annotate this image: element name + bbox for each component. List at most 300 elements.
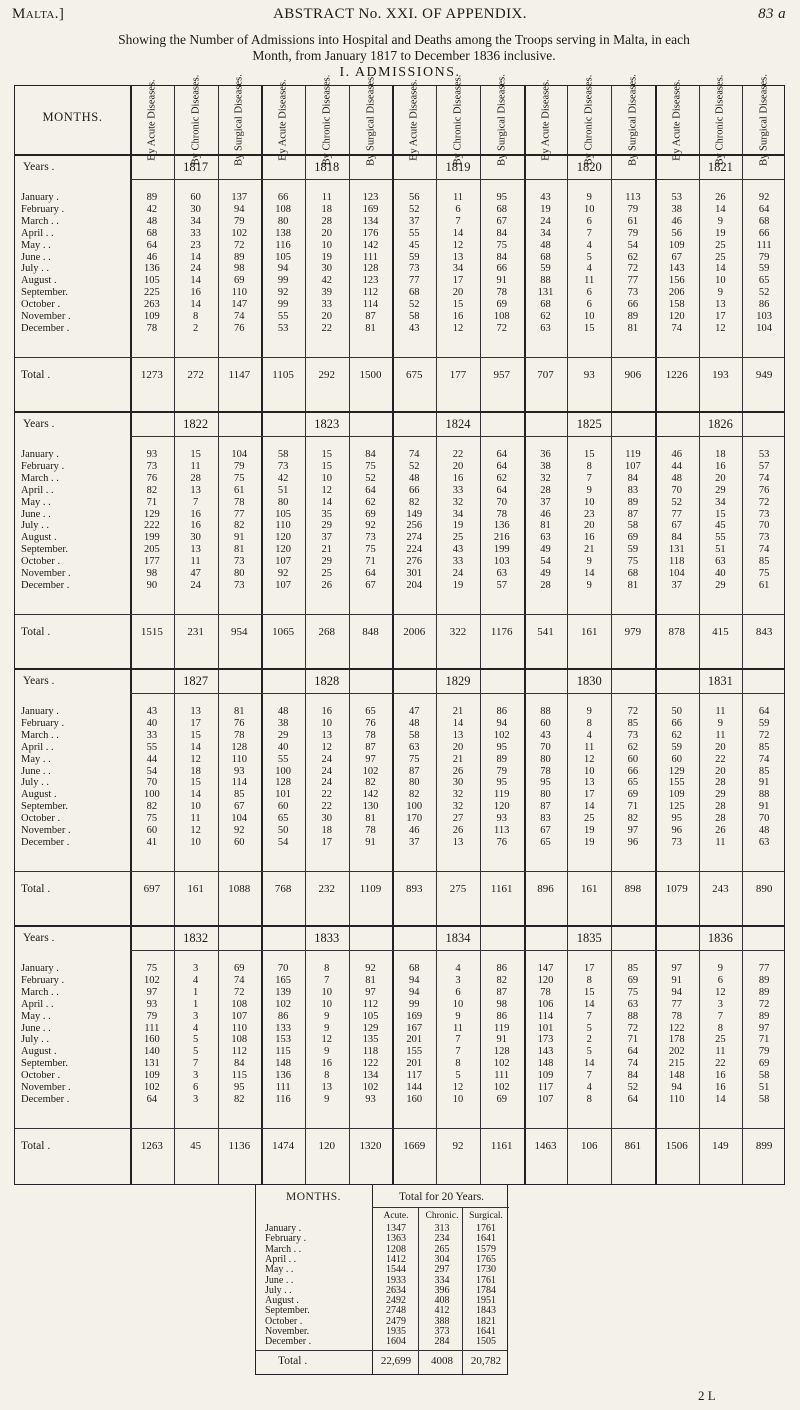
- table-cell: 93: [365, 1093, 376, 1105]
- column-rule: [305, 86, 306, 1184]
- table-cell: 29: [715, 789, 726, 801]
- table-cell: 3: [717, 998, 724, 1010]
- total-cell: 232: [318, 883, 336, 895]
- table-cell: 89: [627, 311, 639, 322]
- table-cell: 59: [627, 544, 639, 556]
- table-cell: 15: [583, 986, 595, 998]
- table-cell: 24: [321, 777, 333, 789]
- table-cell: 50: [277, 825, 289, 836]
- table-cell: 79: [627, 203, 639, 215]
- total-cell: 954: [231, 626, 248, 638]
- table-cell: 94: [234, 203, 245, 215]
- table-cell: 66: [409, 484, 420, 496]
- table-cell: 32: [452, 496, 464, 508]
- column-head-text: By Chronic Diseases.: [583, 74, 595, 166]
- table-cell: 4: [586, 263, 592, 275]
- table-cell: 44: [671, 460, 682, 472]
- table-cell: 115: [231, 1070, 247, 1082]
- table-cell: 9: [717, 215, 724, 227]
- table-cell: 106: [537, 998, 554, 1010]
- month-label: June . .: [21, 765, 51, 777]
- column-head-chronic: [448, 74, 468, 166]
- table-cell: 10: [452, 1093, 464, 1105]
- table-cell: 114: [231, 777, 247, 789]
- table-cell: 111: [275, 1082, 291, 1093]
- table-cell: 67: [365, 579, 376, 591]
- total-cell: 1500: [359, 369, 382, 381]
- table-cell: 11: [190, 556, 201, 568]
- table-cell: 14: [190, 789, 201, 801]
- table-cell: 77: [627, 275, 639, 287]
- table-cell: 92: [758, 192, 770, 203]
- month-label: May . .: [21, 239, 51, 251]
- total-cell: 92: [452, 1140, 464, 1152]
- summary-cell: 1641: [476, 1233, 496, 1245]
- years-rule: [130, 693, 784, 694]
- table-cell: 33: [146, 729, 158, 741]
- running-head-title: ABSTRACT No. XXI. OF APPENDIX.: [273, 6, 527, 22]
- summary-cell: 265: [434, 1243, 450, 1255]
- summary-col-surgical: Surgical.: [469, 1211, 503, 1221]
- table-cell: 6: [586, 215, 592, 227]
- table-cell: 7: [717, 1010, 724, 1022]
- table-cell: 89: [234, 251, 245, 263]
- table-cell: 123: [362, 192, 379, 203]
- table-cell: 42: [146, 203, 158, 215]
- table-cell: 12: [715, 986, 726, 998]
- table-cell: 91: [758, 801, 770, 813]
- table-cell: 7: [455, 1034, 461, 1046]
- table-cell: 120: [275, 532, 291, 544]
- table-cell: 78: [365, 825, 376, 836]
- summary-cell: 1505: [476, 1336, 496, 1348]
- table-cell: 53: [277, 322, 289, 334]
- table-cell: 67: [234, 801, 245, 813]
- table-cell: 4: [586, 729, 592, 741]
- table-cell: 108: [231, 1034, 248, 1046]
- total-cell: 1463: [534, 1140, 557, 1152]
- table-cell: 69: [365, 508, 376, 520]
- total-cell: 898: [624, 883, 642, 895]
- table-cell: 68: [409, 963, 420, 974]
- table-cell: 70: [496, 496, 507, 508]
- table-cell: 110: [231, 1022, 247, 1034]
- table-cell: 112: [362, 287, 379, 299]
- table-cell: 61: [758, 579, 770, 591]
- table-cell: 59: [671, 741, 682, 753]
- total-cell: 697: [143, 883, 161, 895]
- table-cell: 97: [365, 986, 376, 998]
- table-cell: 73: [146, 460, 158, 472]
- table-cell: 112: [231, 1046, 247, 1058]
- table-cell: 8: [586, 1093, 592, 1105]
- table-cell: 105: [362, 1010, 379, 1022]
- table-cell: 28: [715, 801, 726, 813]
- table-cell: 134: [362, 1070, 379, 1082]
- month-label: November .: [21, 825, 71, 836]
- table-cell: 81: [365, 322, 376, 334]
- table-cell: 13: [583, 777, 595, 789]
- summary-total-cell: 20,782: [470, 1355, 502, 1367]
- table-cell: 97: [627, 825, 639, 836]
- table-cell: 48: [540, 239, 551, 251]
- table-cell: 75: [365, 460, 376, 472]
- table-cell: 55: [409, 227, 420, 239]
- total-cell: 177: [449, 369, 467, 381]
- table-cell: 101: [275, 789, 291, 801]
- year-heading: 1829: [445, 674, 471, 688]
- table-cell: 8: [586, 460, 592, 472]
- table-cell: 75: [758, 568, 770, 579]
- years-rule: [130, 436, 784, 437]
- month-label: November .: [21, 568, 71, 579]
- total-cell: 272: [187, 369, 204, 381]
- table-cell: 64: [627, 1046, 639, 1058]
- year-heading: 1817: [183, 160, 209, 174]
- table-cell: 75: [146, 813, 158, 825]
- table-cell: 38: [671, 203, 682, 215]
- summary-cell: 2748: [386, 1305, 406, 1317]
- table-cell: 73: [758, 532, 770, 544]
- table-cell: 64: [627, 1093, 639, 1105]
- table-cell: 107: [537, 1093, 554, 1105]
- summary-cell: 396: [434, 1284, 450, 1296]
- table-cell: 78: [496, 287, 507, 299]
- summary-col-chronic: Chronic.: [425, 1211, 459, 1221]
- table-cell: 18: [190, 765, 201, 777]
- years-label: Years .: [23, 932, 55, 944]
- total-cell: 415: [712, 626, 729, 638]
- table-cell: 46: [146, 251, 158, 263]
- table-cell: 20: [715, 472, 726, 484]
- table-cell: 83: [540, 813, 551, 825]
- table-cell: 85: [758, 741, 770, 753]
- table-cell: 77: [758, 963, 770, 974]
- summary-cell: 1784: [476, 1284, 496, 1296]
- running-head-left: Malta.]: [12, 6, 65, 22]
- table-cell: 16: [715, 1070, 726, 1082]
- table-cell: 72: [758, 998, 770, 1010]
- table-cell: 85: [627, 963, 639, 974]
- table-cell: 97: [671, 963, 682, 974]
- table-cell: 59: [540, 263, 551, 275]
- table-cell: 48: [277, 706, 289, 717]
- table-cell: 14: [452, 227, 464, 239]
- year-heading: 1818: [314, 160, 340, 174]
- table-cell: 3: [192, 1070, 199, 1082]
- table-cell: 73: [409, 263, 420, 275]
- table-cell: 98: [496, 998, 507, 1010]
- table-cell: 53: [671, 192, 682, 203]
- table-cell: 140: [144, 1046, 160, 1058]
- table-cell: 8: [586, 974, 592, 986]
- summary-month-label: August .: [265, 1295, 299, 1307]
- table-cell: 37: [409, 215, 420, 227]
- table-cell: 263: [144, 299, 160, 311]
- table-cell: 177: [144, 556, 160, 568]
- table-cell: 11: [584, 741, 595, 753]
- table-cell: 109: [668, 239, 685, 251]
- table-cell: 62: [627, 741, 639, 753]
- column-head-acute: [667, 79, 687, 161]
- table-cell: 11: [190, 813, 201, 825]
- table-cell: 30: [452, 777, 464, 789]
- table-cell: 46: [540, 508, 551, 520]
- table-cell: 54: [146, 765, 158, 777]
- table-cell: 62: [627, 251, 639, 263]
- table-cell: 167: [406, 1022, 423, 1034]
- table-cell: 65: [540, 836, 551, 848]
- summary-cell: 1951: [476, 1295, 496, 1307]
- table-cell: 9: [455, 1010, 461, 1022]
- table-cell: 120: [493, 801, 510, 813]
- table-cell: 10: [715, 275, 726, 287]
- table-cell: 64: [146, 1093, 158, 1105]
- table-cell: 30: [321, 263, 333, 275]
- table-cell: 19: [452, 579, 464, 591]
- table-cell: 26: [715, 825, 726, 836]
- block-rule: [15, 925, 784, 927]
- summary-total-cell: 22,699: [380, 1355, 412, 1367]
- table-cell: 84: [627, 472, 639, 484]
- table-cell: 86: [277, 1010, 289, 1022]
- table-cell: 10: [452, 998, 464, 1010]
- table-cell: 136: [493, 520, 510, 532]
- year-heading: 1831: [707, 674, 733, 688]
- year-heading: 1828: [314, 674, 340, 688]
- table-cell: 77: [671, 998, 682, 1010]
- table-cell: 64: [496, 449, 507, 460]
- month-label: July . .: [21, 1034, 50, 1046]
- table-cell: 13: [452, 836, 464, 848]
- table-cell: 16: [190, 508, 201, 520]
- table-cell: 7: [586, 227, 592, 239]
- summary-cell: 1604: [386, 1336, 406, 1348]
- month-label: August .: [21, 789, 57, 801]
- total-rule: [15, 1128, 784, 1129]
- column-head-text: By Surgical Diseases.: [758, 74, 770, 166]
- table-cell: 13: [321, 1082, 333, 1093]
- table-cell: 110: [275, 520, 291, 532]
- column-head-text: By Surgical Diseases.: [233, 74, 245, 166]
- table-cell: 63: [540, 322, 551, 334]
- table-cell: 29: [321, 556, 333, 568]
- year-heading: 1822: [183, 417, 209, 431]
- table-cell: 73: [365, 532, 376, 544]
- table-cell: 15: [321, 460, 333, 472]
- table-cell: 75: [627, 986, 639, 998]
- table-cell: 63: [715, 556, 726, 568]
- month-label: December .: [21, 1093, 70, 1105]
- table-cell: 5: [192, 1046, 199, 1058]
- table-cell: 20: [452, 460, 464, 472]
- summary-table: [255, 1185, 508, 1375]
- table-cell: 63: [540, 532, 551, 544]
- table-cell: 72: [234, 986, 245, 998]
- total-cell: 1263: [140, 1140, 163, 1152]
- table-cell: 70: [758, 520, 770, 532]
- table-cell: 14: [190, 275, 201, 287]
- column-head-chronic: [579, 74, 599, 166]
- table-cell: 21: [452, 753, 464, 765]
- years-label: Years .: [23, 418, 55, 430]
- summary-cell: 234: [434, 1233, 450, 1245]
- table-cell: 102: [493, 1058, 510, 1070]
- table-cell: 1: [192, 986, 199, 998]
- table-cell: 45: [409, 239, 420, 251]
- table-cell: 119: [494, 1022, 510, 1034]
- table-cell: 51: [758, 1082, 770, 1093]
- month-label: November .: [21, 311, 71, 322]
- table-cell: 7: [586, 472, 592, 484]
- table-cell: 77: [671, 508, 682, 520]
- table-cell: 87: [409, 765, 420, 777]
- table-cell: 62: [365, 496, 376, 508]
- table-cell: 122: [362, 1058, 379, 1070]
- table-cell: 94: [671, 986, 682, 998]
- total-cell: 890: [755, 883, 773, 895]
- table-cell: 9: [717, 963, 724, 974]
- table-cell: 66: [627, 765, 639, 777]
- table-cell: 129: [668, 765, 685, 777]
- table-cell: 97: [758, 1022, 770, 1034]
- month-label: August .: [21, 1046, 57, 1058]
- table-cell: 4: [586, 239, 592, 251]
- summary-cell: 2479: [386, 1315, 406, 1327]
- table-cell: 29: [277, 729, 289, 741]
- month-label: April . .: [21, 741, 54, 753]
- table-cell: 8: [324, 1070, 330, 1082]
- table-cell: 16: [715, 1082, 726, 1093]
- summary-cell: 284: [434, 1336, 450, 1348]
- table-cell: 99: [277, 275, 289, 287]
- total-cell: 1669: [403, 1140, 426, 1152]
- table-cell: 89: [758, 1010, 770, 1022]
- table-cell: 74: [671, 322, 682, 334]
- table-cell: 28: [715, 777, 726, 789]
- table-cell: 102: [493, 1082, 510, 1093]
- total-cell: 275: [449, 883, 467, 895]
- table-cell: 78: [234, 729, 245, 741]
- table-cell: 45: [715, 520, 726, 532]
- month-label: March . .: [21, 729, 59, 741]
- table-cell: 37: [409, 836, 420, 848]
- table-cell: 58: [409, 729, 420, 741]
- table-cell: 15: [452, 299, 464, 311]
- table-cell: 1: [192, 998, 199, 1010]
- table-cell: 43: [540, 192, 551, 203]
- year-heading: 1836: [707, 931, 733, 945]
- table-cell: 81: [234, 544, 245, 556]
- table-cell: 65: [758, 275, 770, 287]
- table-cell: 87: [540, 801, 551, 813]
- table-cell: 11: [452, 1022, 464, 1034]
- table-cell: 112: [362, 998, 379, 1010]
- table-cell: 11: [452, 192, 464, 203]
- table-cell: 65: [365, 706, 376, 717]
- table-cell: 34: [715, 496, 726, 508]
- table-cell: 178: [668, 1034, 685, 1046]
- table-cell: 78: [234, 496, 245, 508]
- table-cell: 63: [627, 998, 639, 1010]
- table-cell: 147: [231, 299, 248, 311]
- table-cell: 6: [586, 299, 592, 311]
- table-cell: 85: [758, 765, 770, 777]
- table-cell: 73: [234, 579, 245, 591]
- table-cell: 94: [409, 986, 420, 998]
- table-cell: 103: [756, 311, 772, 322]
- table-cell: 16: [190, 287, 201, 299]
- table-cell: 16: [452, 472, 464, 484]
- table-cell: 66: [627, 299, 639, 311]
- table-cell: 18: [321, 825, 333, 836]
- table-cell: 82: [496, 974, 507, 986]
- table-cell: 7: [192, 496, 199, 508]
- table-cell: 68: [758, 215, 770, 227]
- table-cell: 57: [758, 460, 770, 472]
- table-cell: 107: [275, 579, 291, 591]
- table-cell: 71: [627, 1034, 639, 1046]
- month-label: April . .: [21, 484, 54, 496]
- column-head-surgical: [623, 74, 643, 166]
- table-cell: 68: [496, 203, 507, 215]
- table-cell: 301: [406, 568, 423, 579]
- table-cell: 120: [668, 311, 685, 322]
- table-cell: 108: [493, 311, 510, 322]
- table-cell: 58: [409, 311, 420, 322]
- column-head-text: By Chronic Diseases.: [321, 74, 333, 166]
- table-cell: 52: [627, 1082, 639, 1093]
- total-cell: 957: [493, 369, 510, 381]
- table-cell: 110: [669, 1093, 685, 1105]
- table-cell: 74: [627, 1058, 639, 1070]
- table-cell: 58: [758, 1070, 770, 1082]
- summary-rule: [372, 1185, 373, 1374]
- column-head-acute: [273, 79, 293, 161]
- table-cell: 37: [321, 532, 333, 544]
- table-cell: 33: [190, 227, 201, 239]
- table-cell: 35: [321, 508, 333, 520]
- table-cell: 104: [231, 449, 248, 460]
- table-cell: 95: [496, 741, 507, 753]
- table-cell: 72: [234, 239, 245, 251]
- table-cell: 72: [496, 322, 507, 334]
- table-cell: 81: [234, 706, 245, 717]
- table-cell: 173: [537, 1034, 554, 1046]
- table-cell: 155: [668, 777, 685, 789]
- month-label: June . .: [21, 251, 51, 263]
- summary-month-label: December .: [265, 1336, 312, 1348]
- table-cell: 58: [277, 449, 289, 460]
- summary-cell: 1935: [386, 1326, 406, 1337]
- table-cell: 34: [452, 508, 464, 520]
- table-cell: 69: [627, 974, 639, 986]
- table-cell: 36: [540, 449, 551, 460]
- table-cell: 28: [715, 813, 726, 825]
- table-cell: 131: [144, 1058, 160, 1070]
- table-cell: 25: [715, 251, 726, 263]
- table-cell: 78: [671, 1010, 682, 1022]
- table-cell: 93: [146, 449, 158, 460]
- total-label: Total .: [21, 369, 51, 381]
- table-cell: 64: [758, 706, 770, 717]
- total-cell: 45: [190, 1140, 202, 1152]
- table-cell: 92: [365, 963, 376, 974]
- table-cell: 92: [365, 520, 376, 532]
- table-cell: 11: [715, 706, 726, 717]
- table-cell: 30: [190, 203, 201, 215]
- table-cell: 205: [144, 544, 160, 556]
